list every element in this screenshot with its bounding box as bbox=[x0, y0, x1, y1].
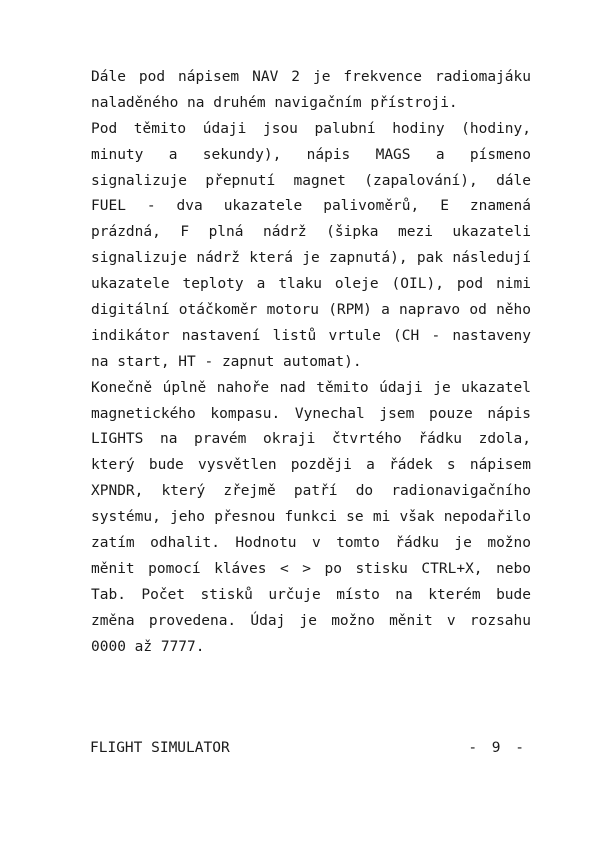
footer-title: FLIGHT SIMULATOR bbox=[90, 740, 230, 756]
text-line: minuty a sekundy), nápis MAGS a písmeno bbox=[91, 146, 531, 163]
text-line: 0000 až 7777. bbox=[91, 638, 205, 655]
body-text bbox=[91, 65, 531, 660]
text-line: digitální otáčkoměr motoru (RPM) a napravo od něho bbox=[91, 302, 531, 319]
text-line: naladěného na druhém navigačním přístroji. bbox=[91, 94, 458, 111]
text-line: systému, jeho přesnou funkci se mi však nepodařilo bbox=[91, 509, 531, 526]
text-line: LIGHTS na pravém okraji čtvrtého řádku zdola, bbox=[91, 431, 531, 448]
text-line: změna provedena. Údaj je možno měnit v rozsahu bbox=[91, 612, 531, 629]
text-line: indikátor nastavení listů vrtule (CH - nastaveny bbox=[91, 327, 531, 344]
text-line: měnit pomocí kláves < > po stisku CTRL+X, nebo bbox=[91, 560, 531, 577]
text-line: magnetického kompasu. Vynechal jsem pouze nápis bbox=[91, 405, 531, 422]
text-line: prázdná, F plná nádrž (šipka mezi ukazateli bbox=[91, 224, 531, 241]
text-line: ukazatele teploty a tlaku oleje (OIL), pod nimi bbox=[91, 276, 531, 293]
text-line: FUEL - dva ukazatele palivoměrů, E znamená bbox=[91, 198, 531, 215]
text-line: zatím odhalit. Hodnotu v tomto řádku je možno bbox=[91, 535, 531, 552]
text-line: Pod těmito údaji jsou palubní hodiny (hodiny, bbox=[91, 120, 531, 137]
text-line: na start, HT - zapnut automat). bbox=[91, 353, 362, 370]
text-line: XPNDR, který zřejmě patří do radionavigačního bbox=[91, 483, 531, 500]
page-footer bbox=[90, 735, 527, 761]
text-line: Konečně úplně nahoře nad těmito údaji je ukazatel bbox=[91, 379, 531, 396]
text-line: Tab. Počet stisků určuje místo na kterém bude bbox=[91, 586, 531, 603]
text-line: který bude vysvětlen později a řádek s nápisem bbox=[91, 457, 531, 474]
text-line: signalizuje přepnutí magnet (zapalování), dále bbox=[91, 172, 531, 189]
page-number: - 9 - bbox=[468, 740, 527, 756]
text-line: Dále pod nápisem NAV 2 je frekvence radiomajáku bbox=[91, 69, 531, 85]
text-line: signalizuje nádrž která je zapnutá), pak následují bbox=[91, 250, 531, 267]
